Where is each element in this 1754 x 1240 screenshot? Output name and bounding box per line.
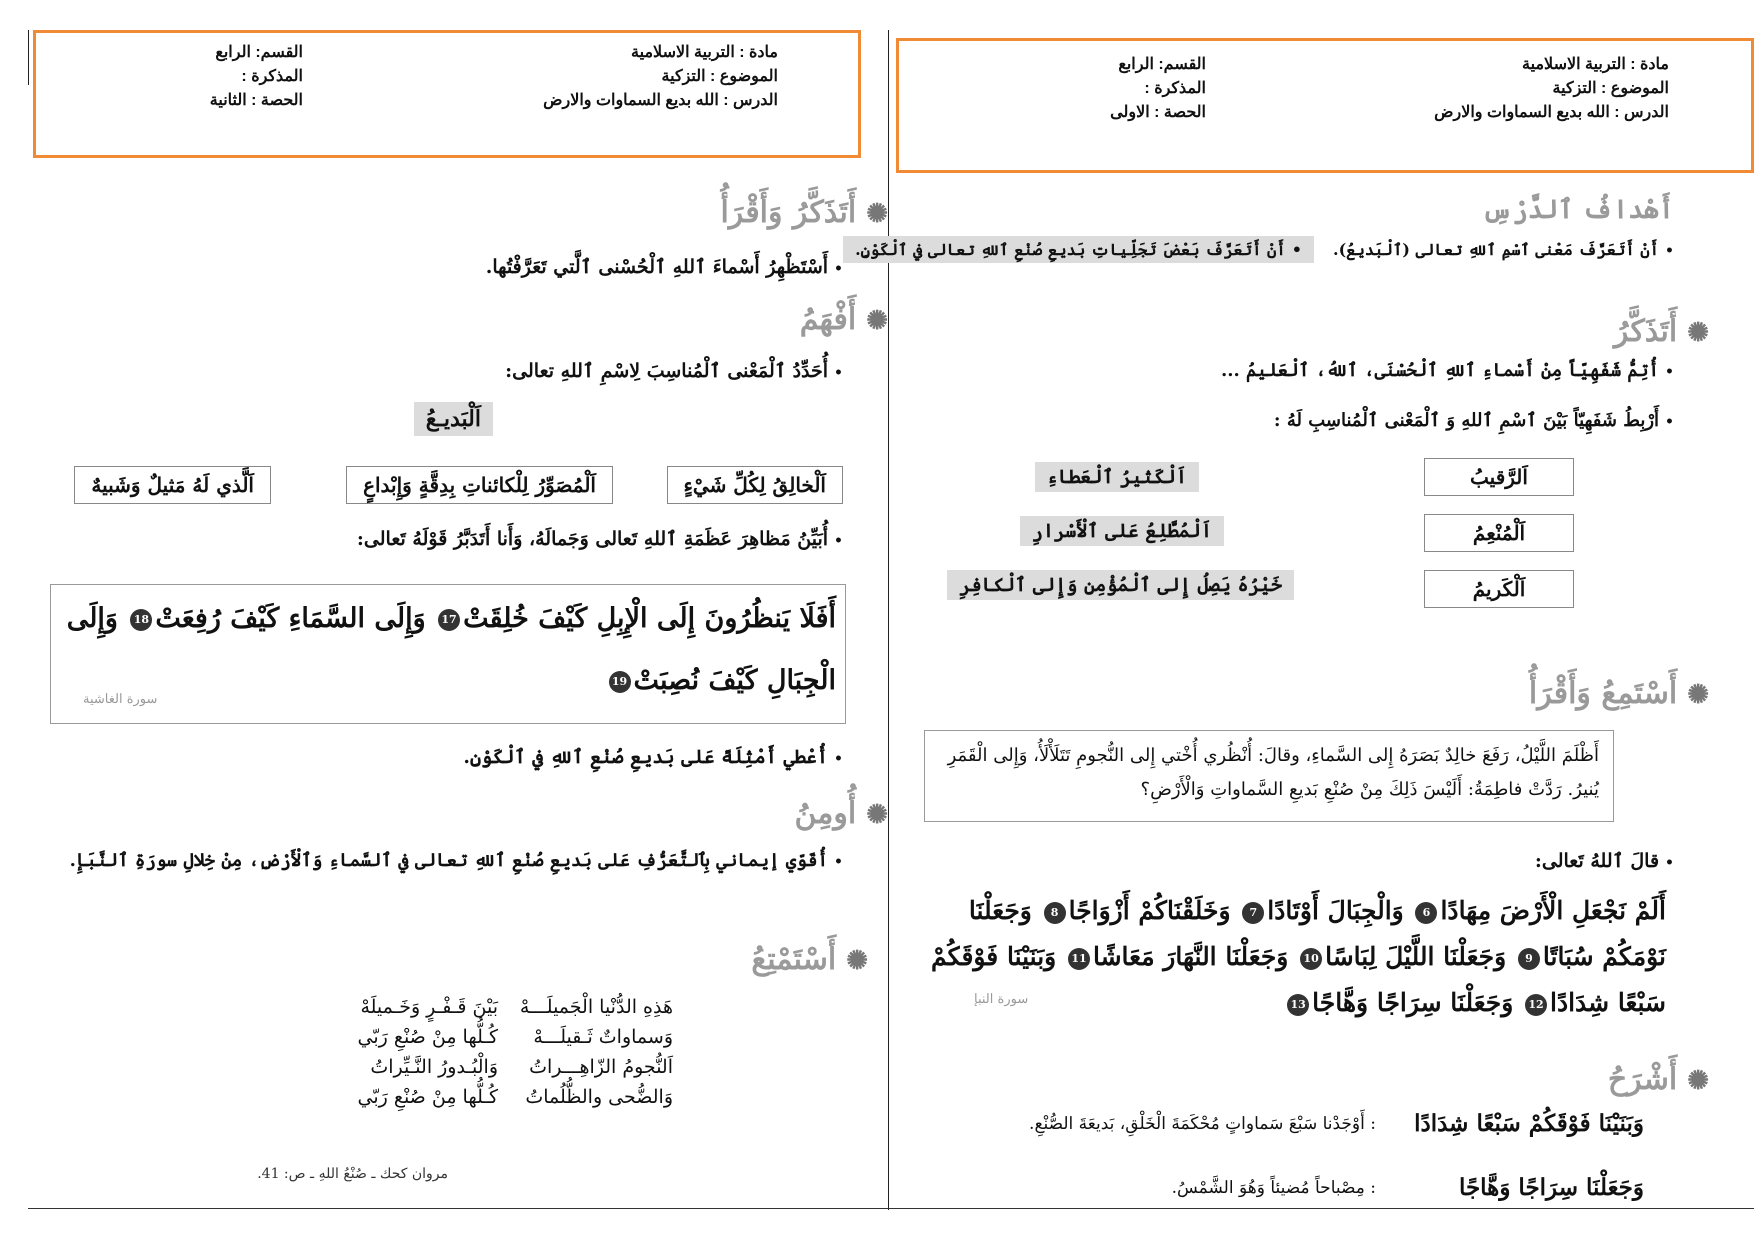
verse-number: 7 (1242, 902, 1264, 924)
enjoy-title: ✺أَسْتَمْتِعُ (751, 942, 868, 977)
subject: مادة : التربية الاسلامية (631, 44, 778, 61)
naba-line-2: نَوْمَكُمْ سُبَاتًا9 وَجَعَلْنَا اللَّيْلَ لِبَاسًا10 وَجَعَلْنَا النَّهَارَ مَعَاشًا11 وَبَنَيْنَا فَوْقَكُمْ (931, 942, 1666, 971)
verse-line-2: الْجِبَالِ كَيْفَ نُصِبَتْ19 (606, 660, 837, 702)
left-header-left-col (210, 41, 303, 113)
understand-bullet-1: •أُحَدِّدُ ٱلْمَعْنى ٱلْمُناسِبَ لِاسْمِ ٱللهِ تعالى: (505, 360, 843, 382)
explain-def-2: : مِصْباحاً مُضيئاً وَهُوَ الشَّمْسُ. (1171, 1178, 1376, 1198)
session: الحصة : الثانية (209, 92, 303, 109)
verse-number: 19 (609, 671, 631, 693)
verse-number: 9 (1518, 948, 1540, 970)
poem-source: مروان كحك ـ صُنْعُ اللهِ ـ ص: 41. (257, 1166, 448, 1182)
explain-def-1: : أَوْجَدْنا سَبْعَ سَماواتٍ مُحْكَمَةَ الْخَلْقِ، بَديعَةَ الصُّنْعِ. (1029, 1114, 1376, 1134)
believe-title: ✺أُومِنُ (794, 796, 888, 831)
meaning-shaded-3: خَيْرُهُ يَصِلُ إِلى ٱلْمُؤْمِنِ وَإِلى ٱلْكافِرِ (947, 570, 1294, 600)
left-margin-tick (28, 30, 29, 85)
name-box-raqib: اَلرَّقيبُ (1424, 458, 1574, 496)
poem-right-column (520, 992, 673, 1112)
lesson: الدرس : الله بديع السماوات والارض (1434, 104, 1669, 121)
verse-number: 11 (1068, 948, 1090, 970)
meaning-option-2: اَلْمُصَوِّرُ لِلْكائناتِ بِدِقَّةٍ وَإِبْداعٍ (346, 466, 613, 504)
name-box-karim: اَلْكَريمُ (1424, 570, 1574, 608)
subject: مادة : التربية الاسلامية (1522, 56, 1669, 73)
understand-bullet-2: •أُبَيِّنُ مَظاهِرَ عَظَمَةِ ٱللهِ تَعالى وَجَمالَهُ، وَأَنا أَتَدَبَّرُ قَوْلَهُ تَعالى: (356, 528, 843, 550)
sun-icon: ✺ (1687, 1066, 1709, 1096)
remember-read-title: ✺أَتَذَكَّرُ وَأَقْرَأُ (720, 195, 888, 230)
objective-2: •أَنْ أَتَعَرَّفَ بَعْضَ تَجَلِّياتِ بَديعِ صُنْعِ ٱللهِ تعالى في ٱلْكَوْنِ. (843, 236, 1314, 263)
sun-icon: ✺ (1687, 318, 1709, 348)
objective-1: •أَنْ أَتَعَرَّفَ مَعْنى ٱسْمِ ٱللهِ تعالى (ٱلْبَديعُ). (1333, 240, 1674, 259)
memo: المذكرة : (1144, 80, 1206, 97)
lesson: الدرس : الله بديع السماوات والارض (543, 92, 778, 109)
left-page (30, 30, 888, 1210)
verse-number: 8 (1044, 902, 1066, 924)
poem-line: كُـلُّها مِنْ صُنْعِ رَبّي (357, 1086, 498, 1108)
poem-line: وَسماواتٌ ثَـقيلَـــهْ (533, 1026, 673, 1048)
poem-line: كُـلُّها مِنْ صُنْعِ رَبّي (357, 1026, 498, 1048)
meaning-option-1: اَلْخالِقُ لِكُلِّ شَيْءٍ (667, 466, 843, 504)
explain-title: ✺أَشْرَحُ (1607, 1062, 1709, 1097)
verse-number: 18 (130, 609, 152, 631)
topic: الموضوع : التزكية (1552, 80, 1669, 97)
explain-term-2: وَجَعَلْنَا سِرَاجًا وَهَّاجًا (1458, 1174, 1644, 1201)
right-header-left-col (1110, 53, 1206, 125)
remember-read-bullet: •أَسْتَظْهِرُ أَسْماءَ ٱللهِ ٱلْحُسْنى ٱلَّتي تَعَرَّفْتُها. (485, 256, 843, 278)
sun-icon: ✺ (866, 306, 888, 336)
poem-line: هَذِهِ الدُّنْيا الْجَميلَـــهْ (519, 996, 673, 1018)
listen-read-title: ✺أَسْتَمِعُ وَأَقْرَأُ (1528, 676, 1709, 711)
topic: الموضوع : التزكية (661, 68, 778, 85)
right-page (855, 30, 1754, 1210)
verse-number: 13 (1287, 994, 1309, 1016)
surah-label-naba: سورة النبإ (974, 992, 1029, 1007)
verse-line-1: أَفَلَا يَنظُرُونَ إِلَى الْإِبِلِ كَيْفَ خُلِقَتْ17 وَإِلَى السَّمَاءِ كَيْفَ رُفِعَتْ18 وَإِلَى (66, 603, 836, 634)
surah-label-ghashiya: سورة الغاشية (83, 692, 158, 707)
understand-bullet-3: •أُعْطي أَمْثِلَةً عَلى بَديعِ صُنْعِ ٱللهِ في ٱلْكَوْنِ. (463, 746, 843, 768)
verse-number: 12 (1525, 994, 1547, 1016)
name-badee: اَلْبَديـعُ (414, 402, 493, 436)
sun-icon: ✺ (846, 946, 868, 976)
sun-icon: ✺ (866, 199, 888, 229)
sun-icon: ✺ (1687, 680, 1709, 710)
remember-bullet-1: •أُتِمُّ شَفَهِيّاً مِنْ أَسْماءِ ٱللهِ ٱلْحُسْنَى، ٱللهُ، ٱلْعَليمُ ... (1220, 360, 1674, 381)
story-box: أَظْلَمَ اللَّيْلُ، رَفَعَ خالِدٌ بَصَرَهُ إِلى السَّماءِ، وقالَ: أُنْظُري أُخْتي إِلى النُّجومِ تَتَلَأْلَأُ، وَإِلى الْقَمَرِ يُنيرُ. رَدَّتْ فاطِمَةُ: أَلَيْسَ ذَلِكَ مِنْ صُنْعِ بَديعِ السَّماواتِ وَالْأَرْضِ؟ (924, 730, 1614, 822)
name-box-munim: اَلْمُنْعِمُ (1424, 514, 1574, 552)
poem-left-column (358, 992, 499, 1112)
class: القسم: الرابع (1118, 56, 1206, 73)
verse-number: 17 (438, 609, 460, 631)
poem-line: وَالضُّحى والظُّلُماتُ (525, 1086, 673, 1108)
sun-icon: ✺ (866, 800, 888, 830)
right-header-box (896, 38, 1754, 173)
remember-bullet-2: •أَرْبِطُ شَفَهِيّاً بَيْنَ ٱسْمِ ٱللهِ وَ ٱلْمَعْنى ٱلْمُناسِبِ لَهُ : (1273, 410, 1674, 431)
poem-line: بَيْنَ قَـفْـرٍ وَخَـميلَهْ (360, 996, 498, 1018)
verse-intro: •قالَ ٱللهُ تَعالى: (1534, 850, 1674, 872)
meaning-shaded-2: اَلْمُطَّلِعُ عَلى ٱلْأَسْرارِ (1020, 516, 1224, 546)
left-header-right-col (543, 41, 778, 113)
understand-title: ✺أَفْهَمُ (799, 302, 888, 337)
meaning-option-3: اَلَّذي لَهُ مَثيلٌ وَشَبيهٌ (74, 466, 271, 504)
meaning-shaded-1: اَلْكَثيرُ ٱلْعَطاءِ (1035, 462, 1199, 492)
class: القسم: الرابع (215, 44, 303, 61)
right-header-right-col (1434, 53, 1669, 125)
believe-bullet: •أُقَوّي إيماني بِٱلتَّعَرُّفِ عَلى بَديعِ صُنْعِ ٱللهِ تعالى في ٱلسَّماءِ وَٱلْأَرْضِ، مِنْ خِلالِ سورَةِ ٱلنَّبَإِ. (69, 850, 843, 871)
poem-line: اَلنُّجومُ الزّاهِـــراتُ (529, 1056, 673, 1078)
naba-line-3: سَبْعًا شِدَادًا12 وَجَعَلْنَا سِرَاجًا وَهَّاجًا13 (1284, 982, 1666, 1024)
explain-term-1: وَبَنَيْنَا فَوْقَكُمْ سَبْعًا شِدَادًا (1414, 1110, 1644, 1137)
verse-number: 10 (1300, 948, 1322, 970)
session: الحصة : الاولى (1110, 104, 1206, 121)
poem-line: وَالْبُـدورُ النَّـيِّراتُ (370, 1056, 498, 1078)
remember-title: ✺أَتَذَكَّرُ (1613, 314, 1709, 349)
verse-number: 6 (1415, 902, 1437, 924)
left-header-box (33, 30, 861, 158)
memo: المذكرة : (241, 68, 303, 85)
naba-line-1: أَلَمْ نَجْعَلِ الْأَرْضَ مِهَادًا6 وَالْجِبَالَ أَوْتَادًا7 وَخَلَقْنَاكُمْ أَزْوَاجًا8 وَجَعَلْنَا (968, 896, 1666, 925)
objectives-title: أَهْدافُ ٱلدَّرْسِ (1482, 195, 1674, 225)
